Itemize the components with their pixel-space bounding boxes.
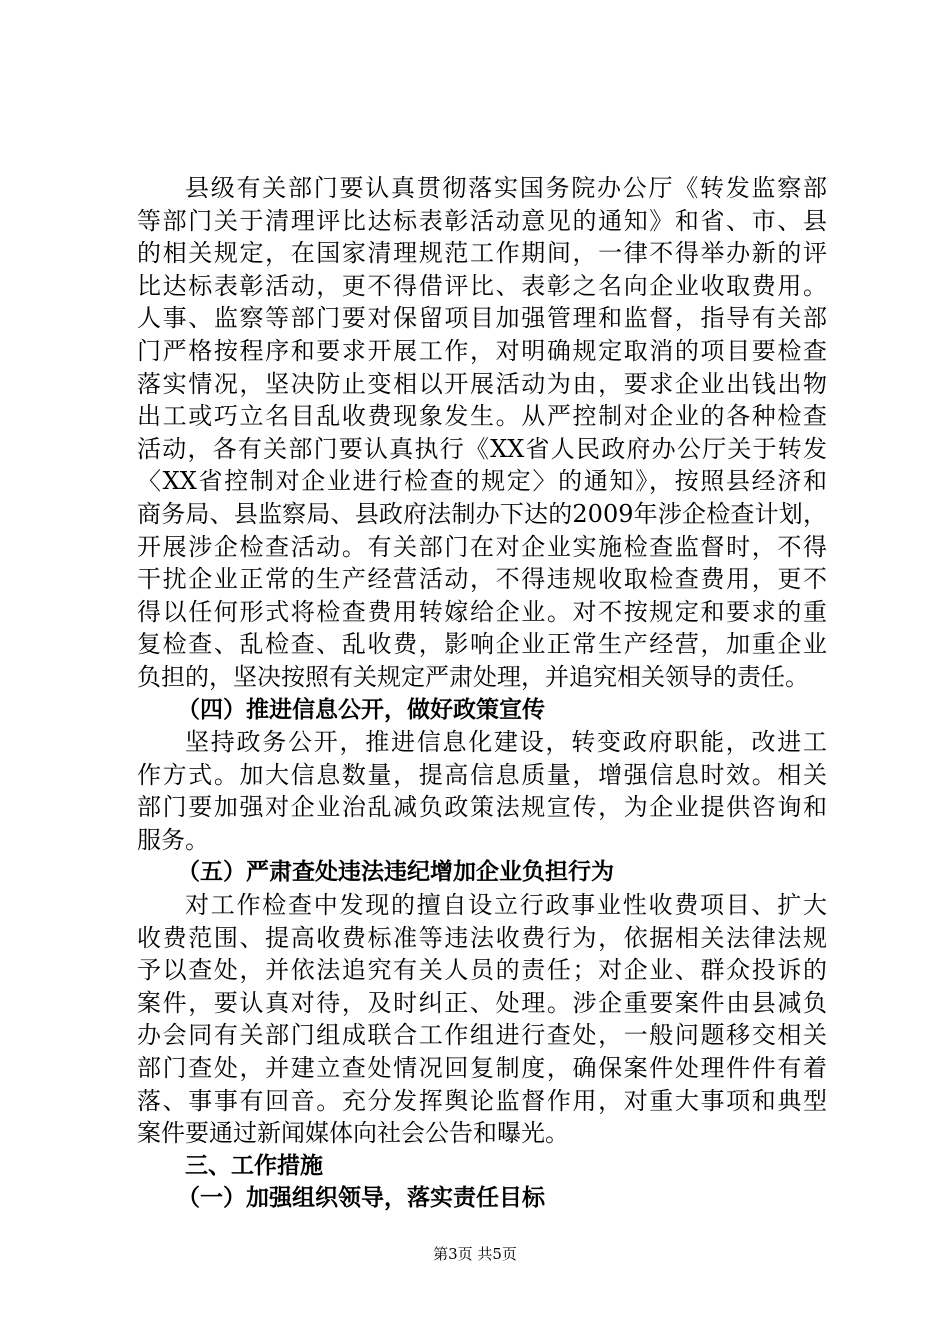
paragraph-inspection bbox=[137, 172, 827, 694]
text-line: 办会同有关部门组成联合工作组进行查处，一般问题移交相关 bbox=[137, 1021, 827, 1050]
document-body bbox=[137, 172, 827, 1215]
text-line: 等部门关于清理评比达标表彰活动意见的通知》和省、市、县 bbox=[137, 206, 827, 235]
text-line: 负担的，坚决按照有关规定严肃处理，并追究相关领导的责任。 bbox=[137, 662, 809, 691]
text-line: 县级有关部门要认真贯彻落实国务院办公厅《转发监察部 bbox=[185, 174, 827, 202]
text-line: 开展涉企检查活动。有关部门在对企业实施检查监督时，不得 bbox=[137, 532, 827, 561]
paragraph-info-disclosure bbox=[137, 726, 827, 856]
text-line: 活动，各有关部门要认真执行《XX省人民政府办公厅关于转发 bbox=[137, 434, 827, 463]
text-line: 人事、监察等部门要对保留项目加强管理和监督，指导有关部 bbox=[137, 304, 827, 333]
text-line: 案件，要认真对待，及时纠正、处理。涉企重要案件由县减负 bbox=[137, 988, 827, 1017]
text-line: 商务局、县监察局、县政府法制办下达的2009年涉企检查计划， bbox=[137, 499, 827, 528]
text-line: 出工或巧立名目乱收费现象发生。从严控制对企业的各种检查 bbox=[137, 402, 827, 431]
text-line: 收费范围、提高收费标准等违法收费行为，依据相关法律法规 bbox=[137, 923, 827, 952]
text-line: 案件要通过新闻媒体向社会公告和曝光。 bbox=[137, 1119, 569, 1148]
text-line: 作方式。加大信息数量，提高信息质量，增强信息时效。相关 bbox=[137, 760, 827, 789]
text-line: 〈XX省控制对企业进行检查的规定〉的通知》，按照县经济和 bbox=[137, 467, 827, 496]
text-line: 予以查处，并依法追究有关人员的责任；对企业、群众投诉的 bbox=[137, 956, 827, 985]
page-footer: 第3页 共5页 bbox=[433, 1245, 517, 1263]
text-line: 坚持政务公开，推进信息化建设，转变政府职能，改进工 bbox=[185, 728, 827, 757]
heading-info-disclosure: （四）推进信息公开，做好政策宣传 bbox=[177, 696, 545, 723]
heading-investigation: （五）严肃查处违法违纪增加企业负担行为 bbox=[177, 859, 614, 886]
text-line: 的相关规定，在国家清理规范工作期间，一律不得举办新的评 bbox=[137, 239, 827, 268]
paragraph-investigation bbox=[137, 889, 827, 1150]
text-line: 得以任何形式将检查费用转嫁给企业。对不按规定和要求的重 bbox=[137, 597, 827, 626]
heading-organization-leadership: （一）加强组织领导，落实责任目标 bbox=[177, 1185, 545, 1212]
text-line: 对工作检查中发现的擅自设立行政事业性收费项目、扩大 bbox=[185, 891, 827, 920]
text-line: 复检查、乱检查、乱收费，影响企业正常生产经营，加重企业 bbox=[137, 630, 827, 659]
text-line: 服务。 bbox=[137, 825, 209, 854]
text-line: 落实情况，坚决防止变相以开展活动为由，要求企业出钱出物 bbox=[137, 369, 827, 398]
text-line: 部门查处，并建立查处情况回复制度，确保案件处理件件有着 bbox=[137, 1054, 827, 1083]
text-line: 部门要加强对企业治乱减负政策法规宣传，为企业提供咨询和 bbox=[137, 793, 827, 822]
text-line: 门严格按程序和要求开展工作，对明确规定取消的项目要检查 bbox=[137, 336, 827, 365]
text-line: 干扰企业正常的生产经营活动，不得违规收取检查费用，更不 bbox=[137, 565, 827, 594]
text-line: 比达标表彰活动，更不得借评比、表彰之名向企业收取费用。 bbox=[137, 271, 827, 300]
section-heading-measures: 三、工作措施 bbox=[185, 1152, 323, 1179]
text-line: 落、事事有回音。充分发挥舆论监督作用，对重大事项和典型 bbox=[137, 1086, 827, 1115]
